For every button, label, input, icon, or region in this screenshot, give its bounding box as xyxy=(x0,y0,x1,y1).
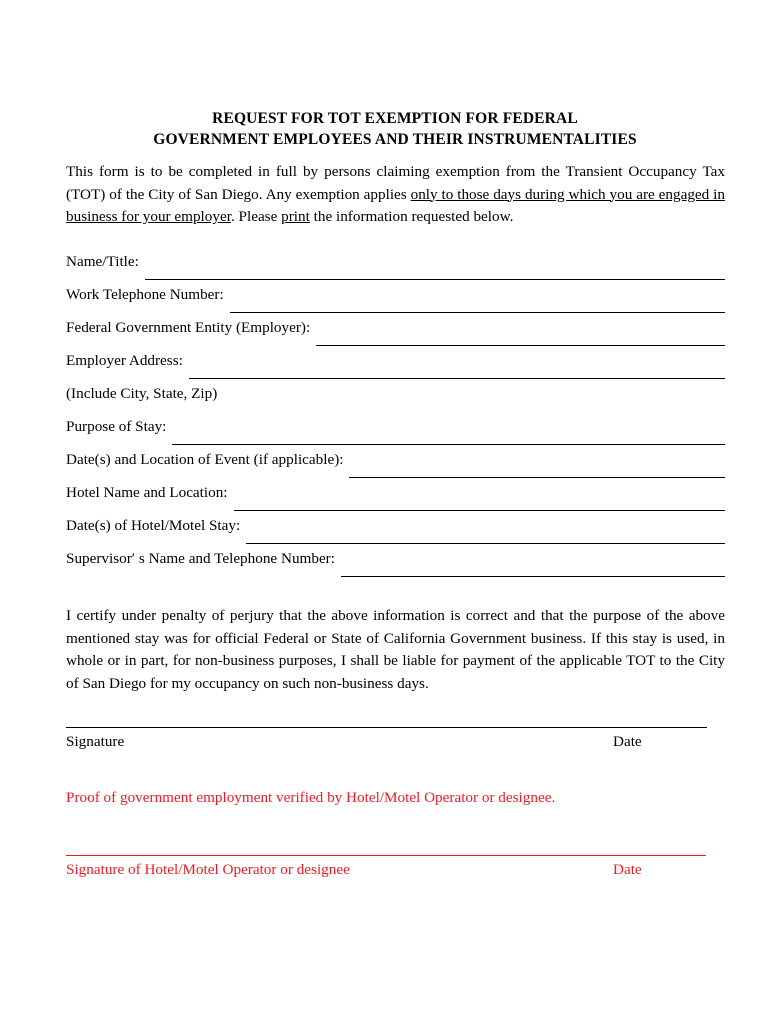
intro-text-part-2: . Please xyxy=(230,208,282,225)
field-work-telephone[interactable] xyxy=(66,285,725,318)
field-supervisor-name-telephone[interactable] xyxy=(66,549,725,582)
field-label-purpose-of-stay: Purpose of Stay: xyxy=(66,418,167,435)
field-input-supervisor-name-telephone[interactable] xyxy=(341,562,725,577)
title-line-1: REQUEST FOR TOT EXEMPTION FOR FEDERAL xyxy=(212,110,578,127)
field-input-name-title[interactable] xyxy=(145,265,725,280)
employer-address-note: (Include City, State, Zip) xyxy=(66,385,218,402)
operator-signature-label: Signature of Hotel/Motel Operator or designee xyxy=(66,861,350,878)
field-label-hotel-name-location: Hotel Name and Location: xyxy=(66,484,228,501)
field-hotel-name-location[interactable] xyxy=(66,483,725,516)
field-event-dates-location[interactable] xyxy=(66,450,725,483)
field-name-title[interactable] xyxy=(66,252,725,285)
signature-label: Signature xyxy=(66,733,125,750)
field-input-hotel-name-location[interactable] xyxy=(234,496,725,511)
title-line-2: GOVERNMENT EMPLOYEES AND THEIR INSTRUMENTALITIES xyxy=(153,131,637,148)
field-label-work-telephone: Work Telephone Number: xyxy=(66,286,224,303)
field-input-employer-address[interactable] xyxy=(189,364,725,379)
intro-text-part-3: the information requested below. xyxy=(309,208,514,225)
field-input-work-telephone[interactable] xyxy=(230,298,725,313)
form-fields xyxy=(66,252,725,582)
field-label-supervisor-name-telephone: Supervisor′ s Name and Telephone Number: xyxy=(66,550,335,567)
field-label-name-title: Name/Title: xyxy=(66,253,139,270)
field-input-purpose-of-stay[interactable] xyxy=(172,430,725,445)
signature-labels xyxy=(66,733,725,753)
field-label-federal-entity: Federal Government Entity (Employer): xyxy=(66,319,311,336)
signature-line[interactable] xyxy=(66,727,707,728)
field-label-hotel-stay-dates: Date(s) of Hotel/Motel Stay: xyxy=(66,517,241,534)
field-purpose-of-stay[interactable] xyxy=(66,417,725,450)
operator-signature-labels xyxy=(66,861,725,881)
field-label-event-dates-location: Date(s) and Location of Event (if applicable): xyxy=(66,451,344,468)
field-label-employer-address: Employer Address: xyxy=(66,352,183,369)
operator-signature-line[interactable] xyxy=(66,855,706,856)
field-input-hotel-stay-dates[interactable] xyxy=(246,529,725,544)
field-input-event-dates-location[interactable] xyxy=(349,463,725,478)
field-federal-entity[interactable] xyxy=(66,318,725,351)
proof-of-employment-text: Proof of government employment verified by Hotel/Motel Operator or designee. xyxy=(66,789,556,806)
operator-date-label: Date xyxy=(613,861,642,878)
field-employer-address[interactable] xyxy=(66,351,725,384)
intro-text-part-1: This form is to be completed in full by persons claiming exemption from the Transient Occupancy Tax (TOT) of the City of San Diego. Any exemption applies xyxy=(66,163,725,203)
certification-paragraph: I certify under penalty of perjury that the above information is correct and that the purpose of the above mentioned stay was for official Federal or State of California Government business. If this stay is used, in whole or in part, for non-business purposes, I shall be liable for payment of the applicable TOT to the City of San Diego for my occupancy on such non-business days. xyxy=(66,607,725,692)
employer-address-note-row xyxy=(66,384,725,417)
intro-underlined-print: print xyxy=(281,208,310,225)
intro-underlined-clause: only to those days during which you are engaged in business for your employer xyxy=(66,185,725,225)
signature-date-label: Date xyxy=(613,733,642,750)
field-hotel-stay-dates[interactable] xyxy=(66,516,725,549)
page-title xyxy=(66,108,724,150)
intro-paragraph xyxy=(66,161,725,229)
field-input-federal-entity[interactable] xyxy=(316,331,725,346)
